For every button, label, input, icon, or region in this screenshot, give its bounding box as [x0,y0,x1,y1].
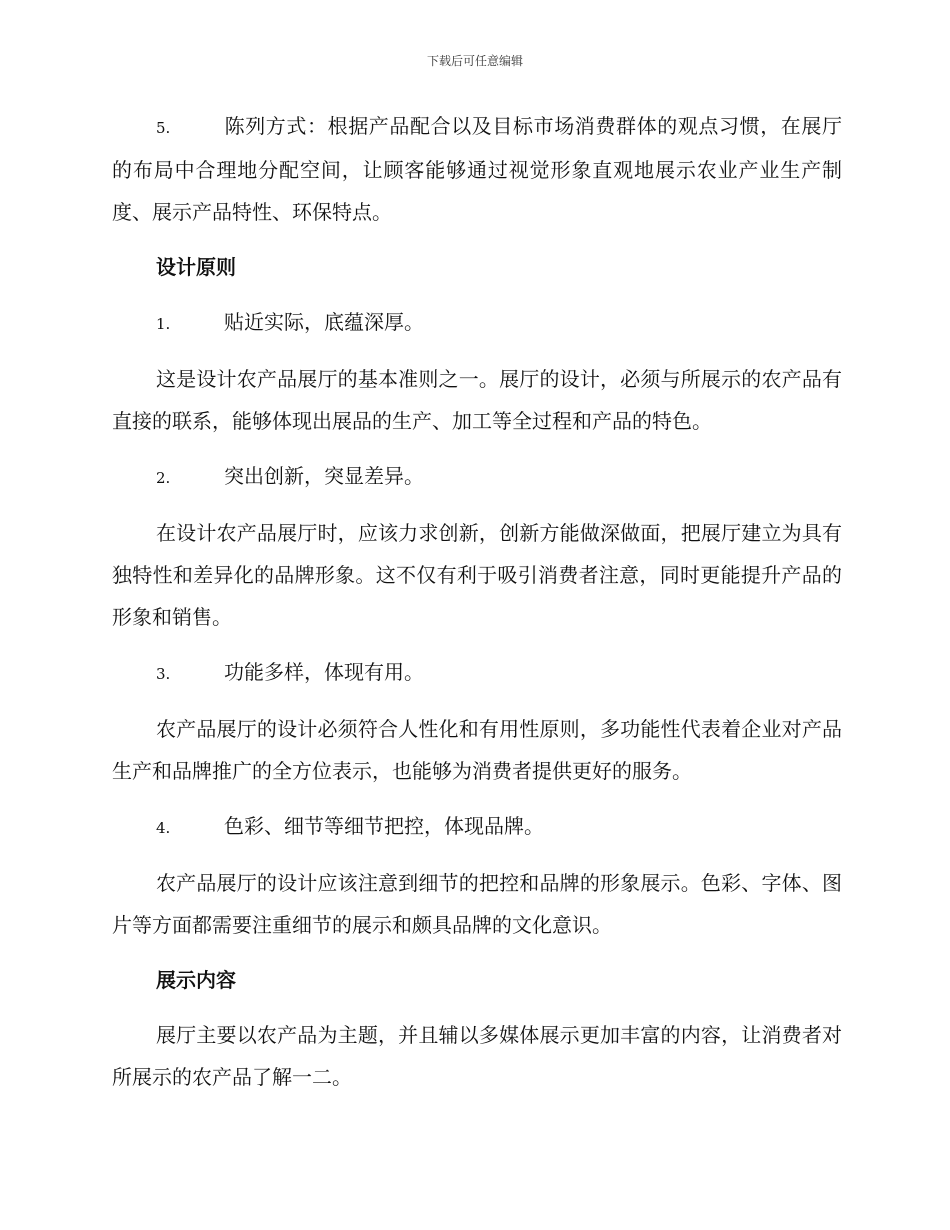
list-text: 功能多样，体现有用。 [224,660,424,684]
paragraph: 展厅主要以农产品为主题，并且辅以多媒体展示更加丰富的内容，让消费者对所展示的农产品了解一二。 [112,1023,842,1089]
list-number: 2. [156,469,171,487]
list-text: 贴近实际，底蕴深厚。 [224,310,424,334]
list-number: 5. [156,119,171,137]
list-number: 4. [156,819,171,837]
paragraph: 这是设计农产品展厅的基本准则之一。展厅的设计，必须与所展示的农产品有直接的联系，能够体现出展品的生产、加工等全过程和产品的特色。 [112,367,842,433]
paragraph: 在设计农产品展厅时，应该力求创新，创新方能做深做面，把展厅建立为具有独特性和差异化的品牌形象。这不仅有利于吸引消费者注意，同时更能提升产品的形象和销售。 [112,521,842,629]
list-text: 色彩、细节等细节把控，体现品牌。 [224,814,544,838]
list-number: 1. [156,315,171,333]
section-heading-display-content: 展示内容 [156,968,236,992]
list-text: 突出创新，突显差异。 [224,464,424,488]
list-item-3 [112,651,842,695]
list-item-5 [112,105,842,233]
list-item-1 [112,301,842,345]
list-item-2 [112,455,842,499]
paragraph: 农产品展厅的设计应该注意到细节的把控和品牌的形象展示。色彩、字体、图片等方面都需要注重细节的展示和颇具品牌的文化意识。 [112,871,842,937]
document-body [112,105,842,1098]
list-text: 陈列方式：根据产品配合以及目标市场消费群体的观点习惯，在展厅的布局中合理地分配空间，让顾客能够通过视觉形象直观地展示农业产业生产制度、展示产品特性、环保特点。 [112,114,842,224]
section-heading-design-principles: 设计原则 [156,255,236,279]
paragraph: 农产品展厅的设计必须符合人性化和有用性原则，多功能性代表着企业对产品生产和品牌推广的全方位表示，也能够为消费者提供更好的服务。 [112,717,842,783]
list-number: 3. [156,665,171,683]
list-item-4 [112,805,842,849]
page-header: 下载后可任意编辑 [426,54,523,68]
